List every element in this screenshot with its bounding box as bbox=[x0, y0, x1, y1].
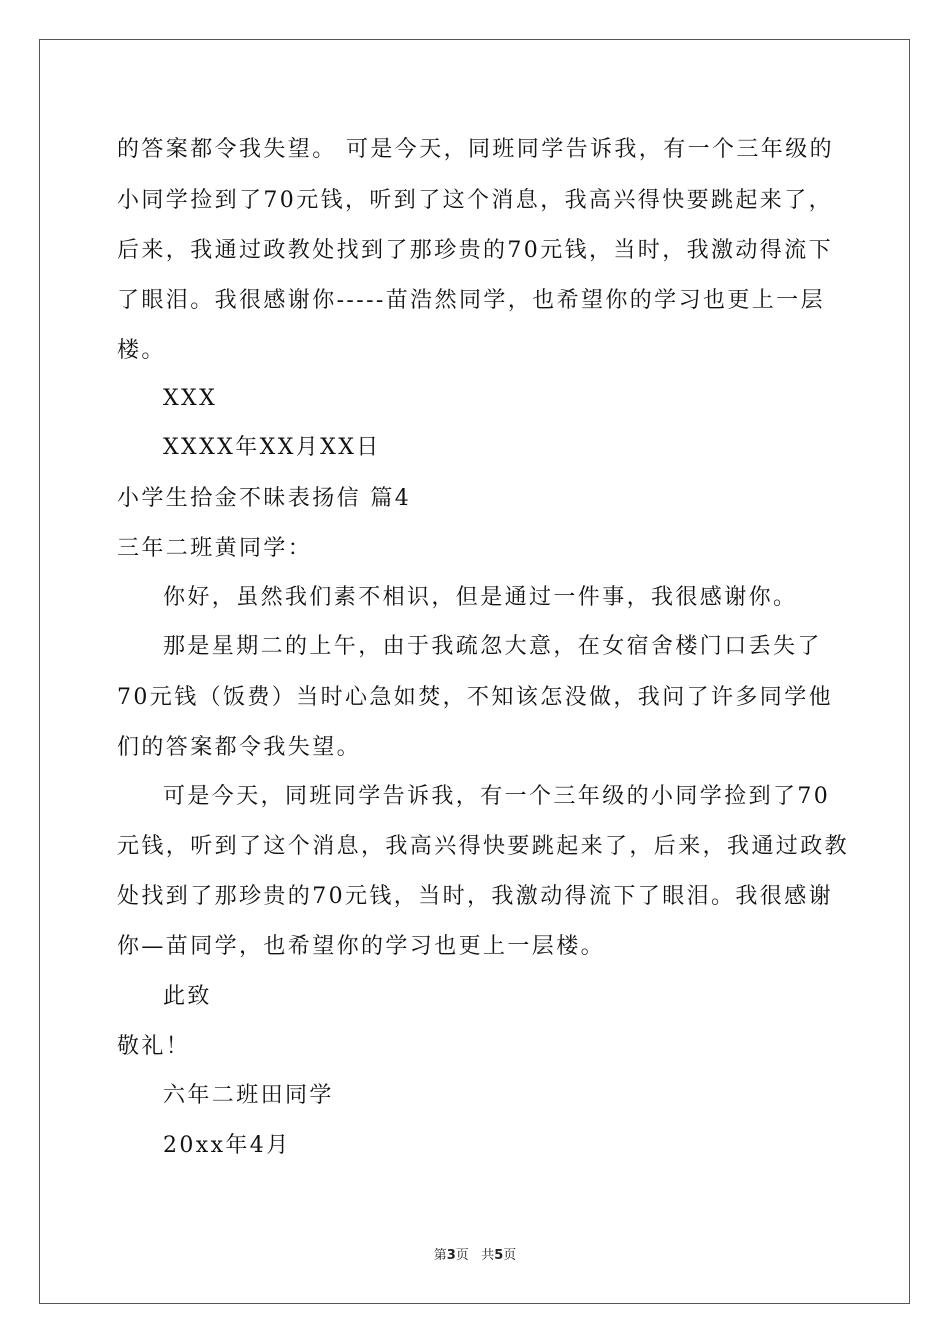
body-line: 楼。 bbox=[117, 338, 166, 363]
closing-line: 敬礼！ bbox=[117, 1034, 191, 1059]
sender-date: 20xx年4月 bbox=[163, 1133, 291, 1158]
page-suffix: 页 bbox=[503, 1248, 517, 1263]
section-title: 小学生拾金不昧表扬信 篇4 bbox=[117, 486, 412, 511]
body-line: 可是今天，同班同学告诉我，有一个三年级的小同学捡到了70 bbox=[163, 784, 831, 809]
signature-name: XXX bbox=[163, 386, 218, 411]
page-mid: 页 共 bbox=[455, 1248, 495, 1263]
body-line: 那是星期二的上午，由于我疏忽大意，在女宿舍楼门口丢失了 bbox=[163, 634, 822, 659]
body-line: 处找到了那珍贵的70元钱，当时，我激动得流下了眼泪。我很感谢 bbox=[117, 884, 833, 909]
body-line: 小同学捡到了70元钱，听到了这个消息，我高兴得快要跳起来了， bbox=[117, 188, 833, 213]
body-line: 们的答案都令我失望。 bbox=[117, 735, 362, 760]
total-pages: 5 bbox=[494, 1248, 504, 1263]
body-line: 的答案都令我失望。 可是今天，同班同学告诉我，有一个三年级的 bbox=[117, 137, 834, 162]
salutation: 三年二班黄同学： bbox=[117, 536, 313, 561]
signature-date: XXXX年XX月XX日 bbox=[163, 435, 381, 460]
body-line: 你好，虽然我们素不相识，但是通过一件事，我很感谢你。 bbox=[163, 585, 798, 610]
body-line: 70元钱（饭费）当时心急如焚，不知该怎没做，我问了许多同学他 bbox=[117, 685, 833, 710]
body-line: 你—苗同学，也希望你的学习也更上一层楼。 bbox=[117, 934, 606, 959]
body-line: 元钱，听到了这个消息，我高兴得快要跳起来了，后来，我通过政教 bbox=[117, 834, 850, 859]
page-number-footer bbox=[0, 1247, 950, 1265]
closing-line: 此致 bbox=[163, 984, 212, 1009]
sender-name: 六年二班田同学 bbox=[163, 1083, 334, 1108]
body-line: 了眼泪。我很感谢你-----苗浩然同学，也希望你的学习也更上一层 bbox=[117, 288, 825, 313]
body-line: 后来，我通过政教处找到了那珍贵的70元钱，当时，我激动得流下 bbox=[117, 238, 833, 263]
page-border bbox=[39, 39, 910, 1304]
page-prefix: 第 bbox=[433, 1248, 447, 1263]
current-page: 3 bbox=[446, 1248, 456, 1263]
